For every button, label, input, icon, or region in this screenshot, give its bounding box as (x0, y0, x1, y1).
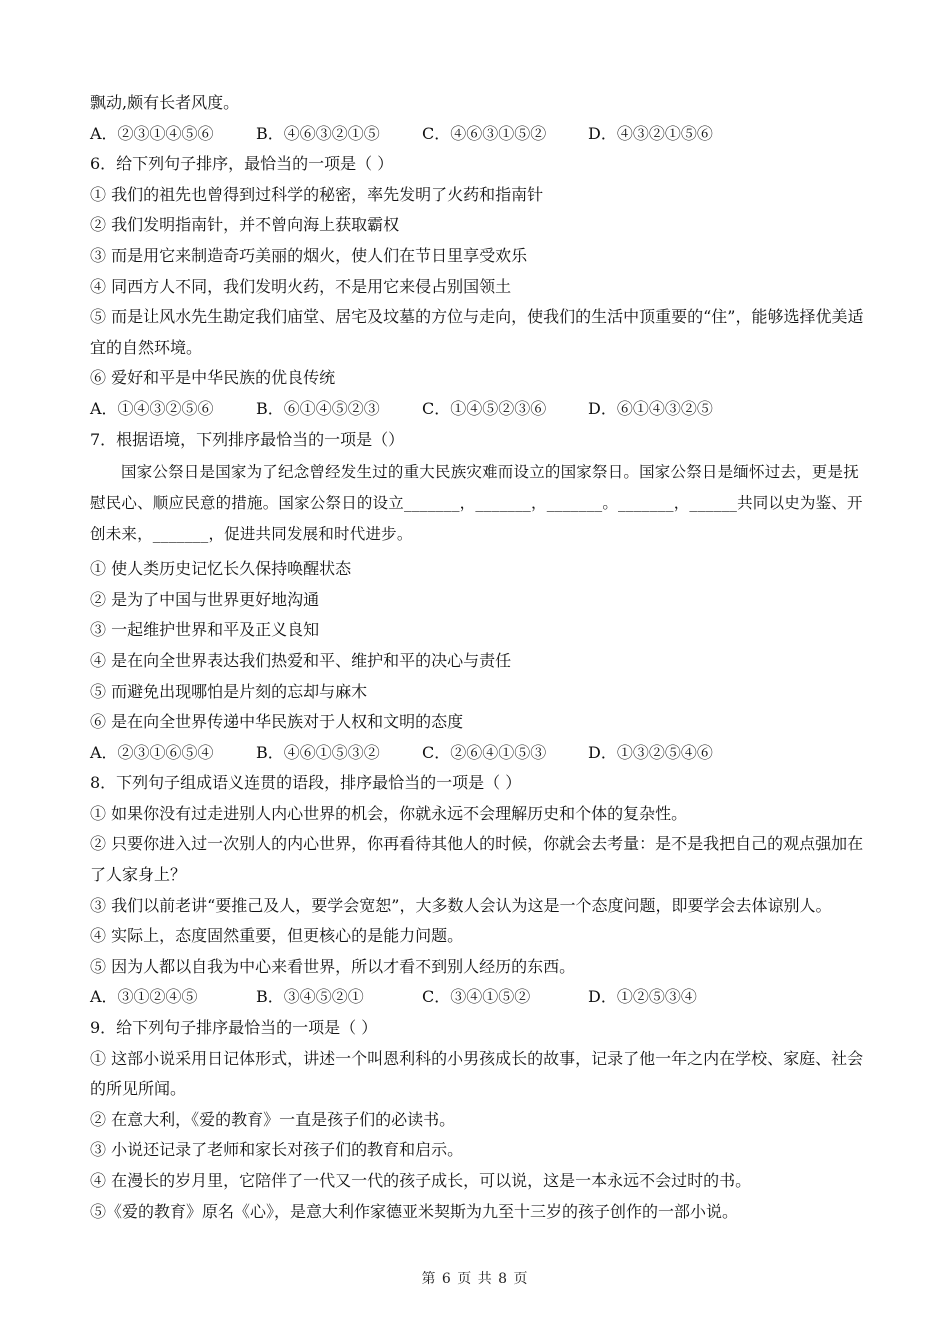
q9-item: ④ 在漫长的岁月里，它陪伴了一代又一代的孩子成长，可以说，这是一本永远不会过时的书。 (90, 1171, 752, 1190)
option-d: D．①②⑤③④ (588, 987, 697, 1007)
option-a: A．③①②④⑤ (90, 987, 198, 1007)
q6-item: ④ 同西方人不同，我们发明火药，不是用它来侵占别国领土 (90, 276, 512, 296)
page-footer: 第 6 页 共 8 页 (421, 1271, 529, 1287)
q7-passage: 国家公祭日是国家为了纪念曾经发生过的重大民族灾难而设立的国家祭日。国家公祭日是缅怀过去，更是抚慰民心、顺应民意的措施。国家公祭日的设立_______，_______，_______。_______，______共同以史为鉴、开创未来，_______，促进共同发展和时代进步。 (90, 463, 863, 544)
option-a: A．②③①④⑤⑥ (90, 123, 214, 143)
q6-options (90, 394, 870, 425)
q5-options (90, 119, 870, 150)
option-c: C．③④①⑤② (422, 987, 531, 1007)
q6-item: ② 我们发明指南针，并不曾向海上获取霸权 (90, 215, 400, 235)
q8-question: 8．下列句子组成语义连贯的语段，排序最恰当的一项是（ ） (90, 773, 522, 793)
q6-item: ③ 而是用它来制造奇巧美丽的烟火，使人们在节日里享受欢乐 (90, 245, 528, 265)
option-d: D．⑥①④③②⑤ (588, 398, 713, 418)
q6-item: ⑤ 而是让风水先生勘定我们庙堂、居宅及坟墓的方位与走向，使我们的生活中顶重要的“住”，能够选择优美适宜的自然环境。 (90, 307, 864, 357)
q6-item: ① 我们的祖先也曾得到过科学的秘密，率先发明了火药和指南针 (90, 184, 544, 204)
q7-item: ① 使人类历史记忆长久保持唤醒状态 (90, 559, 352, 579)
q8-options (90, 982, 870, 1013)
option-c: C．②⑥④①⑤③ (422, 742, 547, 762)
q7-item: ④ 是在向全世界表达我们热爱和平、维护和平的决心与责任 (90, 650, 512, 670)
q6-item: ⑥ 爱好和平是中华民族的优良传统 (90, 368, 336, 388)
option-c: C．①④⑤②③⑥ (422, 398, 547, 418)
q7-question: 7．根据语境，下列排序最恰当的一项是（） (90, 429, 405, 449)
option-a: A．①④③②⑤⑥ (90, 398, 214, 418)
option-d: D．①③②⑤④⑥ (588, 742, 713, 762)
option-d: D．④③②①⑤⑥ (588, 123, 713, 143)
option-b: B．④⑥③②①⑤ (256, 123, 380, 143)
text-line: 飘动,颇有长者风度。 (90, 93, 240, 112)
q6-question: 6．给下列句子排序，最恰当的一项是（ ） (90, 154, 394, 174)
q8-item: ① 如果你没有过走进别人内心世界的机会，你就永远不会理解历史和个体的复杂性。 (90, 803, 688, 823)
option-c: C．④⑥③①⑤② (422, 123, 547, 143)
option-b: B．③④⑤②① (256, 987, 364, 1007)
q9-item: ① 这部小说采用日记体形式，讲述一个叫恩利科的小男孩成长的故事，记录了他一年之内在学校、家庭、社会的所见所闻。 (90, 1048, 864, 1099)
q9-item: ⑤《爱的教育》原名《心》，是意大利作家德亚米契斯为九至十三岁的孩子创作的一部小说。 (90, 1201, 739, 1221)
q8-item: ⑤ 因为人都以自我为中心来看世界，所以才看不到别人经历的东西。 (90, 956, 576, 976)
option-b: B．⑥①④⑤②③ (256, 398, 380, 418)
q7-item: ⑤ 而避免出现哪怕是片刻的忘却与麻木 (90, 681, 368, 701)
option-b: B．④⑥①⑤③② (256, 742, 380, 762)
page-content (90, 88, 870, 1227)
q9-item: ② 在意大利，《爱的教育》一直是孩子们的必读书。 (90, 1109, 456, 1129)
q7-options (90, 738, 870, 769)
q8-item: ③ 我们以前老讲“要推己及人，要学会宽恕”，大多数人会认为这是一个态度问题，即要学会去体谅别人。 (90, 895, 832, 915)
option-a: A．②③①⑥⑤④ (90, 742, 214, 762)
q7-item: ② 是为了中国与世界更好地沟通 (90, 589, 320, 609)
q7-item: ③ 一起维护世界和平及正义良知 (90, 620, 320, 640)
q8-item: ② 只要你进入过一次别人的内心世界，你再看待其他人的时候，你就会去考量：是不是我把自己的观点强加在了人家身上？ (90, 834, 864, 885)
q9-item: ③ 小说还记录了老师和家长对孩子们的教育和启示。 (90, 1140, 464, 1160)
q9-question: 9．给下列句子排序最恰当的一项是（ ） (90, 1018, 378, 1038)
q8-item: ④ 实际上，态度固然重要，但更核心的是能力问题。 (90, 926, 464, 946)
q7-item: ⑥ 是在向全世界传递中华民族对于人权和文明的态度 (90, 712, 464, 732)
